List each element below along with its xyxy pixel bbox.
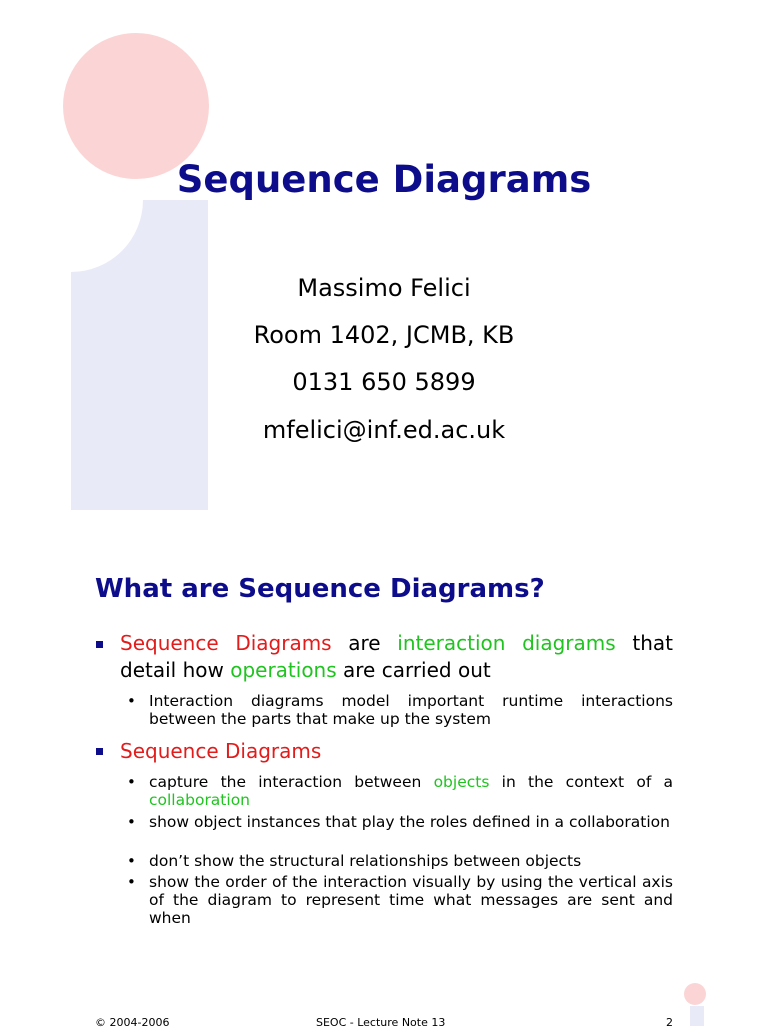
bullet-text: are	[331, 631, 398, 655]
bullet-sequence-diagrams-definition	[120, 630, 673, 684]
bullet-text: are carried out	[336, 658, 491, 682]
sub-bullet-object-instances: show object instances that play the roles defined in a collaboration	[149, 813, 670, 831]
term-operations: operations	[230, 658, 337, 682]
term-sequence-diagrams: Sequence Diagrams	[120, 631, 332, 655]
term-interaction-diagrams: interaction diagrams	[397, 631, 616, 655]
dot-bullet-icon: •	[127, 873, 136, 891]
author-room: Room 1402, JCMB, KB	[253, 321, 515, 349]
footer-course: SEOC - Lecture Note 13	[316, 1016, 446, 1029]
dot-bullet-icon: •	[127, 852, 136, 870]
sub-bullet-capture-interaction	[149, 773, 673, 809]
author-phone: 0131 650 5899	[292, 368, 476, 396]
sub-bullet-interaction-model: Interaction diagrams model important runtime interactions between the parts that make up the system	[149, 692, 673, 728]
square-bullet-icon	[96, 748, 103, 755]
author-email: mfelici@inf.ed.ac.uk	[262, 416, 506, 444]
footer-page-number: 2	[666, 1016, 673, 1029]
bullet-text: that detail how	[120, 631, 673, 682]
bullet-text: in the context of a	[489, 773, 674, 791]
sub-bullet-order-of-interaction: show the order of the interaction visually by using the vertical axis of the diagram to represent time what messages are sent and when	[149, 873, 673, 927]
bullet-text: capture the interaction between	[149, 773, 434, 791]
term-collaboration: collaboration	[149, 791, 250, 809]
author-name: Massimo Felici	[297, 274, 471, 302]
bullet-sequence-diagrams-heading: Sequence Diagrams	[120, 739, 322, 763]
term-objects: objects	[433, 773, 490, 791]
dot-bullet-icon: •	[127, 692, 136, 710]
dot-bullet-icon: •	[127, 773, 136, 791]
dot-bullet-icon: •	[127, 813, 136, 831]
section-title: What are Sequence Diagrams?	[95, 574, 545, 604]
footer-copyright: © 2004-2006	[95, 1016, 170, 1029]
decorative-small-lavender-bar	[690, 1006, 704, 1026]
decorative-small-pink-circle	[684, 983, 706, 1005]
square-bullet-icon	[96, 641, 103, 648]
sub-bullet-structural-relationships: don’t show the structural relationships between objects	[149, 852, 582, 870]
slide-title: Sequence Diagrams	[176, 158, 592, 201]
